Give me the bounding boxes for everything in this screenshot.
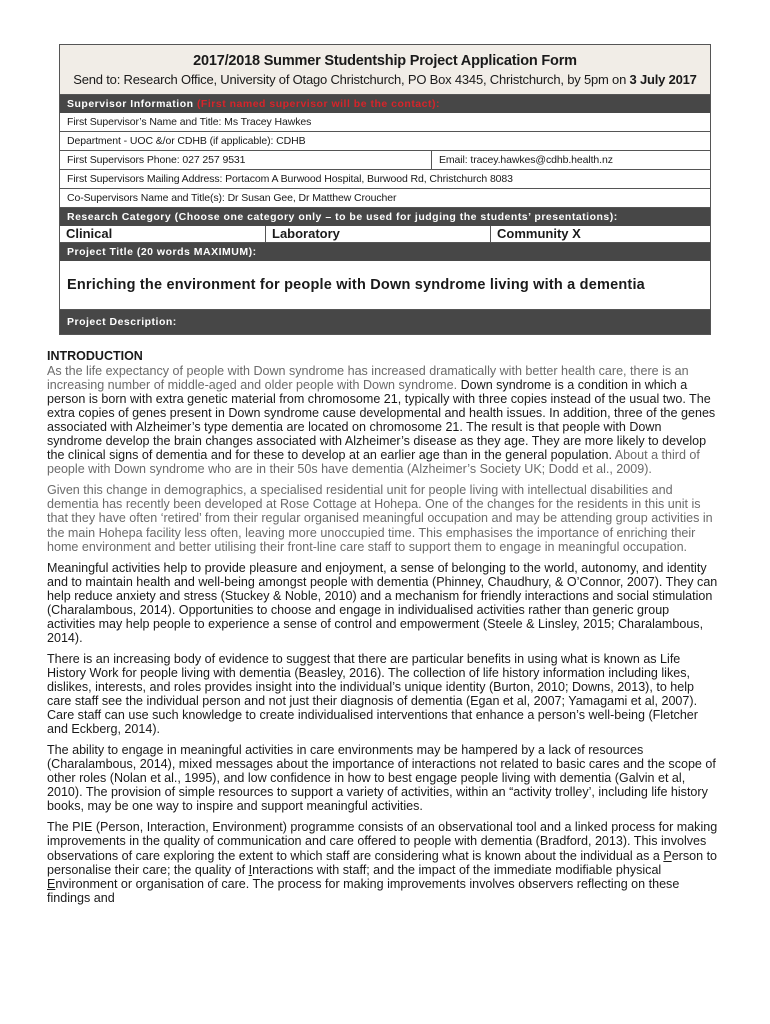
paragraph-3: Meaningful activities help to provide pleasure and enjoyment, a sense of belonging to the world, autonomy, and identity and to maintain health and well-being amongst people with dementia (Phinney, Chaudhury, & O’Connor, 2007). They can help reduce anxiety and stress (Stuckey & Noble, 2010) and a mechanism for friendly interactions and social stimulation (Charalambous, 2014). Opportunities to choose and engage in individualised activities rather than generic group activities may help people to experience a sense of control and empowerment (Steele & Linsley, 2015; Charalambous, 2014). bbox=[47, 560, 718, 645]
project-title: Enriching the environment for people with Down syndrome living with a dementia bbox=[60, 261, 710, 310]
paragraph-1-intro: As the life expectancy of people with Down syndrome has increased dramatically with better health care, there is an increasing number of middle-aged and older people with Down syndrome. bbox=[47, 364, 689, 393]
first-supervisor-row: First Supervisor’s Name and Title: Ms Tracey Hawkes bbox=[60, 113, 710, 132]
phone-email-row bbox=[60, 151, 710, 170]
category-row bbox=[60, 226, 710, 243]
mailing-address-row: First Supervisors Mailing Address: Portacom A Burwood Hospital, Burwood Rd, Christchurch 8083 bbox=[60, 170, 710, 189]
paragraph-1-main: Down syndrome is a condition in which a person is born with extra genetic material from chromosome 21, typically with three copies instead of the usual two. The extra copies of genes present in Down syndrome cause developmental and health issues. In addition, three of the genes associated with Alzheimer’s type dementia are located on chromosome 21. The result is that people with Down syndrome develop the brain changes associated with Alzheimer’s disease as they age. They are more likely to develop the clinical signs of dementia and for these to develop at an earlier age than in the general population. bbox=[47, 378, 716, 463]
application-form bbox=[59, 44, 711, 335]
paragraph-2: Given this change in demographics, a specialised residential unit for people living with intellectual disabilities and dementia has recently been developed at Rose Cottage at Hohepa. One of the changes for the residents in this unit is that they have often ‘retired’ from their regular organised meaningful occupation and may be attending group activities in the main Hohepa facility less often, leaving more unoccupied time. This emphasises the importance of enriching their home environment and better utilising their front-line care staff to support them to engage in meaningful occupation. bbox=[47, 483, 713, 554]
project-description-bar: Project Description: bbox=[60, 310, 710, 334]
email-field: Email: tracey.hawkes@cdhb.health.nz bbox=[439, 154, 613, 166]
supervisor-info-label: Supervisor Information bbox=[67, 98, 194, 110]
interaction-letter: I bbox=[248, 862, 253, 877]
project-title-bar: Project Title (20 words MAXIMUM): bbox=[60, 243, 710, 261]
phone-field: First Supervisors Phone: 027 257 9531 bbox=[60, 151, 432, 169]
paragraph-6-part-1: The PIE (Person, Interaction, Environment) programme consists of an observational tool and a linked process for making improvements in the quality of communication and care offered to people with dementia (Bradford, 2013). This involves observations of care exploring the extent to which staff are considering what is known about the individual as a bbox=[47, 820, 718, 863]
paragraph-1-end: About a third of people with Down syndrome who are in their 50s have dementia (Alzheimer’s Society UK; Dodd et al., 2009). bbox=[47, 448, 700, 477]
supervisor-info-bar bbox=[60, 95, 710, 113]
form-header bbox=[60, 45, 710, 95]
environment-letter: E bbox=[47, 876, 56, 891]
paragraph-6-part-4: nvironment or organisation of care. The process for making improvements involves observers reflecting on these findings and bbox=[47, 876, 680, 905]
department-row: Department - UOC &/or CDHB (if applicable): CDHB bbox=[60, 132, 710, 151]
category-community: Community X bbox=[497, 226, 581, 241]
section-heading: INTRODUCTION bbox=[47, 349, 143, 363]
co-supervisors-row: Co-Supervisors Name and Title(s): Dr Susan Gee, Dr Matthew Croucher bbox=[60, 189, 710, 208]
category-clinical: Clinical bbox=[60, 226, 266, 242]
person-letter: P bbox=[663, 848, 672, 863]
paragraph-5: The ability to engage in meaningful activities in care environments may be hampered by a lack of resources (Charalambous, 2014), mixed messages about the importance of interactions not related to basic cares and the scope of other roles (Nolan et al., 1995), and low confidence in how to best engage people living with dementia (Galvin et al, 2010). The provision of simple resources to support a variety of activities, within an “activity trolley’, including life history books, may be one way to inspire and support meaningful activities. bbox=[47, 743, 716, 814]
paragraph-1 bbox=[47, 364, 719, 476]
supervisor-contact-note: (First named supervisor will be the contact): bbox=[196, 98, 440, 110]
paragraph-6 bbox=[47, 820, 719, 904]
paragraph-6-part-2: erson to personalise their care; the quality of bbox=[47, 848, 718, 877]
paragraph-6-part-3: nteractions with staff; and the impact of the immediate modifiable physical bbox=[252, 862, 662, 877]
research-category-bar: Research Category (Choose one category only – to be used for judging the students’ presentations): bbox=[60, 208, 710, 226]
category-laboratory: Laboratory bbox=[266, 226, 491, 242]
project-description-body bbox=[47, 349, 719, 912]
send-to-line bbox=[66, 72, 704, 87]
form-title: 2017/2018 Summer Studentship Project Application Form bbox=[193, 53, 577, 69]
deadline-date: 3 July 2017 bbox=[629, 72, 697, 87]
paragraph-4: There is an increasing body of evidence to suggest that there are particular benefits in using what is known as Life History Work for people living with dementia (Beasley, 2016). The collection of life history information including likes, dislikes, interests, and roles provides insight into the individual’s unique identity (Burton, 2010; Downs, 2013), to help care staff see the individual person and not just their diagnosis of dementia (Egan et al, 2007; Yamagami et al, 2007). Care staff can use such knowledge to create individualised interventions that enhance a person’s well-being (Fletcher and Eckberg, 2014). bbox=[47, 651, 698, 737]
send-to-text: Send to: Research Office, University of Otago Christchurch, PO Box 4345, Christchurch, by 5pm on bbox=[73, 72, 630, 87]
